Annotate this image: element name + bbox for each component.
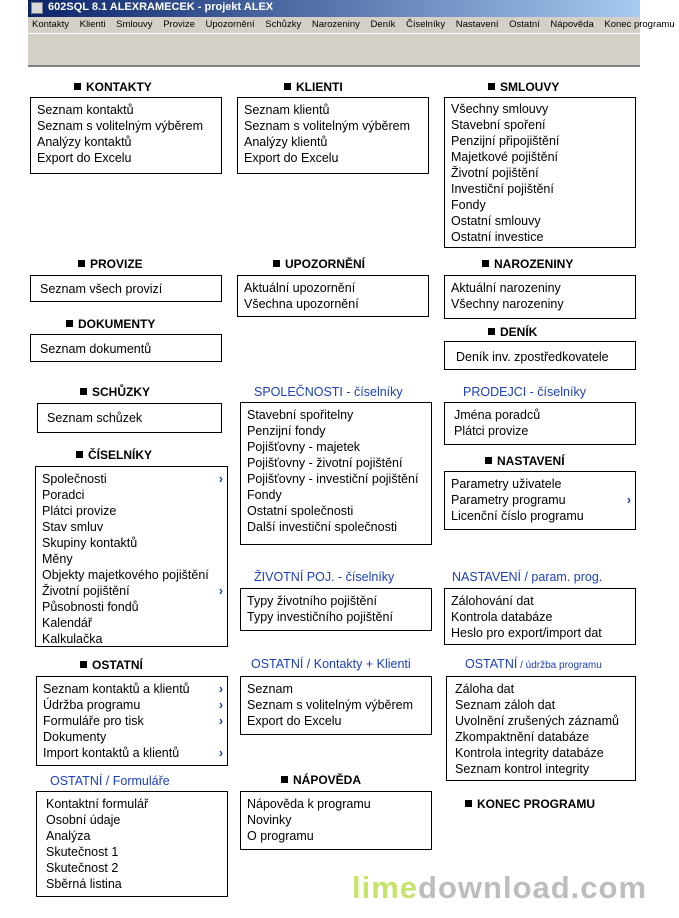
ostatni-kontakty-menu <box>240 676 432 735</box>
menu-denik[interactable]: Deník <box>370 19 396 30</box>
schuzky-item[interactable]: Seznam schůzek <box>47 411 143 425</box>
formulare-item[interactable]: Osobní údaje <box>46 813 121 827</box>
submenu-arrow-icon: › <box>218 584 223 598</box>
ciselniky-item[interactable]: Poradci <box>42 488 85 502</box>
menu-klienti[interactable]: Klienti <box>79 19 106 30</box>
spolecnosti-item[interactable]: Ostatní společnosti <box>247 504 354 518</box>
ostatni-formulare-menu <box>36 791 228 897</box>
spolecnosti-item[interactable]: Fondy <box>247 488 282 502</box>
upozorneni-item[interactable]: Všechna upozornění <box>244 297 359 311</box>
ciselniky-item[interactable]: Stav smluv <box>42 520 104 534</box>
dokumenty-item[interactable]: Seznam dokumentů <box>40 342 152 356</box>
napoveda-item[interactable]: Novinky <box>247 813 292 827</box>
submenu-arrow-icon: › <box>218 682 223 696</box>
kontakty-item[interactable]: Seznam s volitelným výběrem <box>37 119 204 133</box>
udrzba-item[interactable]: Uvolnění zrušených záznamů <box>455 714 619 728</box>
ostatni-menu <box>36 676 228 766</box>
smlouvy-item[interactable]: Investiční pojištění <box>451 182 554 196</box>
zivotni-item[interactable]: Typy investičního pojištění <box>247 610 393 624</box>
formulare-item[interactable]: Analýza <box>46 829 91 843</box>
narozeniny-menu <box>444 275 636 319</box>
nastaveni-item[interactable]: Parametry uživatele <box>451 477 562 491</box>
upozorneni-header: UPOZORNĚNÍ <box>273 257 365 271</box>
toolbar <box>28 33 640 67</box>
submenu-arrow-icon: › <box>218 714 223 728</box>
submenu-arrow-icon: › <box>218 698 223 712</box>
prodejci-item[interactable]: Plátci provize <box>454 424 529 438</box>
konec-programu-button[interactable]: KONEC PROGRAMU <box>465 797 595 811</box>
upozorneni-item[interactable]: Aktuální upozornění <box>244 281 356 295</box>
napoveda-item[interactable]: O programu <box>247 829 314 843</box>
nastaveni-param-item[interactable]: Kontrola databáze <box>451 610 553 624</box>
menu-narozeniny[interactable]: Narozeniny <box>311 19 360 30</box>
prodejci-item[interactable]: Jména poradců <box>454 408 541 422</box>
ostatni-formulare-header: OSTATNÍ / Formuláře <box>50 774 170 788</box>
ostatni-kontakty-item[interactable]: Seznam s volitelným výběrem <box>247 698 414 712</box>
prodejci-header: PRODEJCI - číselníky <box>463 385 586 399</box>
narozeniny-item[interactable]: Všechny narozeniny <box>451 297 564 311</box>
menu-smlouvy[interactable]: Smlouvy <box>116 19 153 30</box>
udrzba-item[interactable]: Seznam kontrol integrity <box>455 762 590 776</box>
smlouvy-item[interactable]: Majetkové pojištění <box>451 150 559 164</box>
dokumenty-menu <box>30 334 222 362</box>
submenu-arrow-icon: › <box>626 493 631 507</box>
ciselniky-item[interactable]: Objekty majetkového pojištění <box>42 568 209 582</box>
title-bar <box>28 0 640 17</box>
denik-header: DENÍK <box>488 325 537 339</box>
ostatni-header: OSTATNÍ <box>80 658 143 672</box>
ostatni-item[interactable]: Údržba programu › <box>43 698 223 712</box>
udrzba-item[interactable]: Seznam záloh dat <box>455 698 556 712</box>
menu-ostatni[interactable]: Ostatní <box>509 19 540 30</box>
smlouvy-menu <box>444 97 636 248</box>
udrzba-item[interactable]: Kontrola integrity databáze <box>455 746 604 760</box>
schuzky-header: SCHŮZKY <box>80 385 150 399</box>
app-icon <box>31 2 43 14</box>
klienti-item[interactable]: Export do Excelu <box>244 151 339 165</box>
kontakty-menu <box>30 97 222 174</box>
napoveda-menu <box>240 791 432 850</box>
menu-konec[interactable]: Konec programu <box>604 19 675 30</box>
submenu-arrow-icon: › <box>218 746 223 760</box>
klienti-header: KLIENTI <box>284 80 343 94</box>
nastaveni-item[interactable]: Parametry programu › <box>451 493 631 507</box>
menu-kontakty[interactable]: Kontakty <box>32 19 69 30</box>
menu-ciselniky[interactable]: Číselníky <box>406 19 446 30</box>
formulare-item[interactable]: Skutečnost 2 <box>46 861 119 875</box>
nastaveni-param-menu <box>444 588 636 645</box>
spolecnosti-item[interactable]: Další investiční společnosti <box>247 520 398 534</box>
ostatni-item[interactable]: Formuláře pro tisk › <box>43 714 223 728</box>
prodejci-menu <box>444 402 636 445</box>
menu-nastaveni[interactable]: Nastavení <box>455 19 499 30</box>
klienti-item[interactable]: Analýzy klientů <box>244 135 328 149</box>
napoveda-item[interactable]: Nápověda k programu <box>247 797 371 811</box>
ostatni-kontakty-item[interactable]: Export do Excelu <box>247 714 342 728</box>
schuzky-menu <box>37 403 222 433</box>
kontakty-item[interactable]: Analýzy kontaktů <box>37 135 132 149</box>
smlouvy-item[interactable]: Penzijní připojištění <box>451 134 560 148</box>
ciselniky-item[interactable]: Kalendář <box>42 616 93 630</box>
smlouvy-item[interactable]: Ostatní smlouvy <box>451 214 541 228</box>
narozeniny-item[interactable]: Aktuální narozeniny <box>451 281 561 295</box>
formulare-item[interactable]: Kontaktní formulář <box>46 797 149 811</box>
zivotni-header: ŽIVOTNÍ POJ. - číselníky <box>254 570 395 584</box>
narozeniny-header: NAROZENINY <box>482 257 573 271</box>
ostatni-item[interactable]: Dokumenty <box>43 730 107 744</box>
menu-schuzky[interactable]: Schůzky <box>265 19 302 30</box>
kontakty-item[interactable]: Export do Excelu <box>37 151 132 165</box>
klienti-item[interactable]: Seznam klientů <box>244 103 330 117</box>
window-title: 602SQL 8.1 ALEXRAMECEK - projekt ALEX <box>48 1 274 13</box>
spolecnosti-item[interactable]: Stavební spořitelny <box>247 408 354 422</box>
napoveda-header: NÁPOVĚDA <box>281 773 361 787</box>
ciselniky-menu <box>35 466 228 647</box>
kontakty-item[interactable]: Seznam kontaktů <box>37 103 134 117</box>
smlouvy-item[interactable]: Životní pojištění <box>451 166 539 180</box>
smlouvy-item[interactable]: Všechny smlouvy <box>451 102 549 116</box>
ostatni-kontakty-item[interactable]: Seznam <box>247 682 293 696</box>
provize-item[interactable]: Seznam všech provizí <box>40 282 163 296</box>
klienti-item[interactable]: Seznam s volitelným výběrem <box>244 119 411 133</box>
menu-upozorneni[interactable]: Upozornění <box>205 19 255 30</box>
nastaveni-param-header: NASTAVENÍ / param. prog. <box>452 570 603 584</box>
nastaveni-param-item[interactable]: Zálohování dat <box>451 594 534 608</box>
ciselniky-item[interactable]: Skupiny kontaktů <box>42 536 138 550</box>
menu-provize[interactable]: Provize <box>163 19 195 30</box>
ciselniky-item[interactable]: Měny <box>42 552 73 566</box>
dokumenty-header: DOKUMENTY <box>66 317 155 331</box>
ciselniky-item[interactable]: Působnosti fondů <box>42 600 139 614</box>
smlouvy-item[interactable]: Fondy <box>451 198 486 212</box>
spolecnosti-item[interactable]: Pojišťovny - investiční pojištění <box>247 472 419 486</box>
menu-napoveda[interactable]: Nápověda <box>550 19 594 30</box>
ciselniky-item[interactable]: Kalkulačka <box>42 632 103 646</box>
spolecnosti-header: SPOLEČNOSTI - číselníky <box>254 385 403 399</box>
nastaveni-menu <box>444 471 636 530</box>
ostatni-item[interactable]: Seznam kontaktů a klientů › <box>43 682 223 696</box>
ostatni-item[interactable]: Import kontaktů a klientů › <box>43 746 223 760</box>
ostatni-udrzba-header: OSTATNÍ / údržba programu <box>465 657 602 671</box>
ciselniky-item[interactable]: Životní pojištění › <box>42 584 223 598</box>
spolecnosti-item[interactable]: Penzijní fondy <box>247 424 326 438</box>
ostatni-udrzba-menu <box>446 676 636 781</box>
denik-menu <box>444 341 636 370</box>
watermark-logo: limedownload.com <box>352 870 648 905</box>
provize-header: PROVIZE <box>78 257 143 271</box>
smlouvy-item[interactable]: Stavební spoření <box>451 118 546 132</box>
ciselniky-item[interactable]: Plátci provize <box>42 504 117 518</box>
ostatni-kontakty-header: OSTATNÍ / Kontakty + Klienti <box>251 657 411 671</box>
udrzba-item[interactable]: Zkompaktnění databáze <box>455 730 590 744</box>
nastaveni-item[interactable]: Licenční číslo programu <box>451 509 584 523</box>
ciselniky-header: ČÍSELNÍKY <box>76 448 152 462</box>
nastaveni-param-item[interactable]: Heslo pro export/import dat <box>451 626 602 640</box>
upozorneni-menu <box>237 275 429 317</box>
formulare-item[interactable]: Skutečnost 1 <box>46 845 119 859</box>
zivotni-menu <box>240 588 432 631</box>
formulare-item[interactable]: Sběrná listina <box>46 877 122 891</box>
smlouvy-header: SMLOUVY <box>488 80 559 94</box>
spolecnosti-item[interactable]: Pojišťovny - životní pojištění <box>247 456 403 470</box>
udrzba-item[interactable]: Záloha dat <box>455 682 515 696</box>
submenu-arrow-icon: › <box>218 472 223 486</box>
spolecnosti-menu <box>240 402 432 545</box>
nastaveni-header: NASTAVENÍ <box>485 454 565 468</box>
klienti-menu <box>237 97 429 174</box>
zivotni-item[interactable]: Typy životního pojištění <box>247 594 377 608</box>
kontakty-header: KONTAKTY <box>74 80 152 94</box>
denik-item[interactable]: Deník inv. zpostředkovatele <box>456 350 609 364</box>
ciselniky-item[interactable]: Společnosti › <box>42 472 223 486</box>
menu-bar <box>28 17 675 33</box>
provize-menu <box>30 275 222 302</box>
spolecnosti-item[interactable]: Pojišťovny - majetek <box>247 440 361 454</box>
smlouvy-item[interactable]: Ostatní investice <box>451 230 544 244</box>
